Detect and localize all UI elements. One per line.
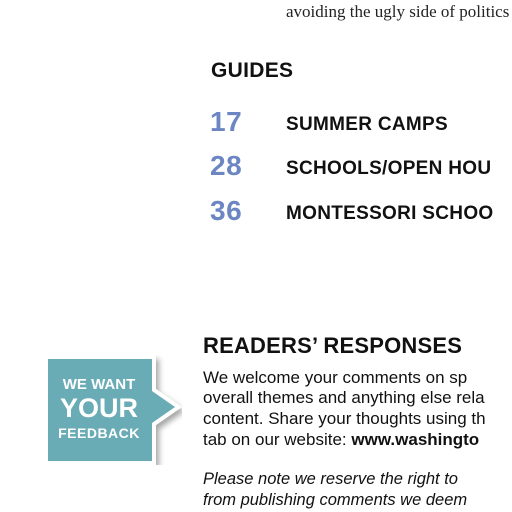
guide-page-number: 28 — [210, 150, 243, 181]
guides-heading: GUIDES — [211, 59, 294, 82]
body-text-line: overall themes and anything else rela — [203, 388, 485, 407]
website-link[interactable]: www.washingto — [351, 430, 480, 449]
body-text-prefix: tab on our website: — [203, 430, 352, 449]
body-text-line: We welcome your comments on sp — [203, 368, 468, 387]
badge-line-your: YOUR — [59, 393, 138, 423]
guide-title: MONTESSORI SCHOO — [286, 203, 494, 224]
guide-page-number: 36 — [210, 195, 243, 226]
badge-line-feedback: FEEDBACK — [58, 425, 140, 441]
body-text-line: content. Share your thoughts using th — [203, 409, 486, 428]
disclaimer-line: from publishing comments we deem — [203, 491, 468, 509]
badge-line-we-want: WE WANT — [62, 376, 136, 393]
article-text-fragment: avoiding the ugly side of politics — [286, 2, 510, 21]
disclaimer-line: Please note we reserve the right to — [203, 470, 458, 488]
guide-page-number: 17 — [210, 106, 243, 137]
body-text-line — [203, 430, 479, 450]
guide-title: SUMMER CAMPS — [286, 114, 448, 135]
readers-responses-heading: READERS’ RESPONSES — [203, 333, 463, 358]
guide-title: SCHOOLS/OPEN HOU — [286, 158, 492, 179]
